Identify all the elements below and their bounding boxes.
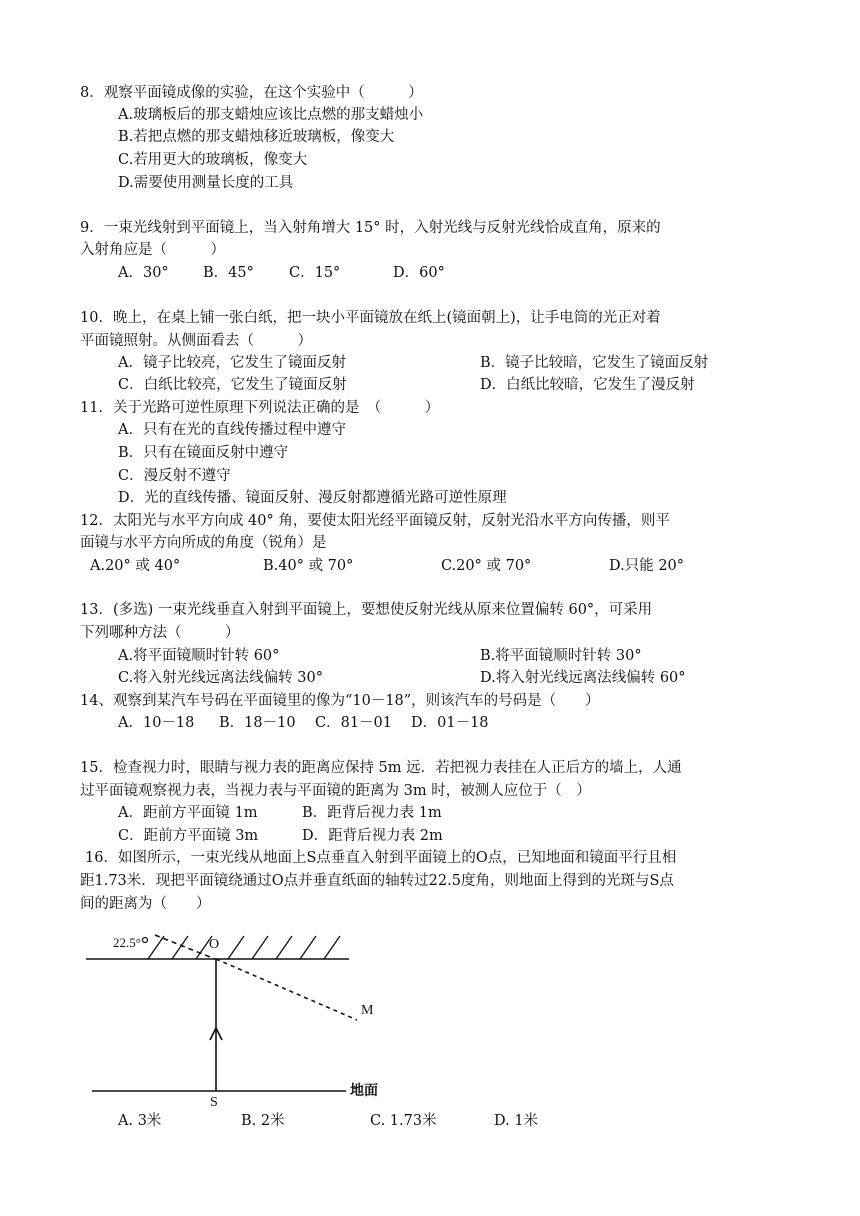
q14-option-b: B．18－10	[219, 715, 296, 731]
mirror-hatching	[148, 936, 340, 959]
q12-option-a: A.20° 或 40°	[90, 558, 181, 574]
q14-stem: 14、观察到某汽车号码在平面镜里的像为“10－18”，则该汽车的号码是（ ）	[80, 693, 600, 709]
figure-ground-label: 地面	[350, 1083, 378, 1099]
figure-point-m: M	[361, 1003, 374, 1018]
q11-option-b: B．只有在镜面反射中遵守	[118, 445, 289, 461]
q12-option-c: C.20° 或 70°	[441, 558, 532, 574]
q15-option-c: C．距前方平面镜 3m	[118, 828, 259, 844]
q13-option-d: D.将入射光线远离法线偏转 60°	[480, 670, 686, 686]
q12-stem-line2: 面镜与水平方向所成的角度（锐角）是	[80, 535, 327, 551]
q16-stem-line3: 间的距离为（ ）	[80, 896, 211, 912]
q13-stem-line2: 下列哪种方法（ ）	[80, 625, 240, 641]
q8-stem: 8．观察平面镜成像的实验，在这个实验中（ ）	[80, 85, 423, 101]
q9-option-c: C．15°	[289, 265, 341, 281]
q14-option-d: D．01－18	[411, 715, 489, 731]
q11-option-c: C．漫反射不遵守	[118, 468, 231, 484]
q10-stem-line2: 平面镜照射。从侧面看去（ ）	[80, 333, 312, 349]
angle-marker	[143, 938, 148, 943]
q9-option-d: D．60°	[393, 265, 445, 281]
q16-stem-line2: 距1.73米．现把平面镜绕通过O点并垂直纸面的轴转过22.5度角，则地面上得到的光斑与S点	[80, 873, 674, 889]
figure-point-o: O	[209, 937, 220, 952]
q16-option-a: A. 3米	[118, 1113, 162, 1129]
q10-option-d: D．白纸比较暗，它发生了漫反射	[480, 377, 695, 393]
figure-angle-label: 22.5°	[113, 935, 141, 950]
q10-option-a: A．镜子比较亮，它发生了镜面反射	[118, 355, 346, 371]
q9-stem-line2: 入射角应是（ ）	[80, 242, 225, 258]
rotated-mirror-line	[155, 935, 215, 959]
q16-option-b: B. 2米	[241, 1113, 285, 1129]
q13-option-c: C.将入射光线远离法线偏转 30°	[118, 670, 323, 686]
q13-option-a: A.将平面镜顺时针转 60°	[118, 648, 280, 664]
q13-stem-line1: 13．(多选) 一束光线垂直入射到平面镜上，要想使反射光线从原来位置偏转 60°，可采用	[80, 602, 653, 618]
q9-option-b: B．45°	[203, 265, 254, 281]
q8-option-b: B.若把点燃的那支蜡烛移近玻璃板，像变大	[118, 129, 395, 145]
q11-option-a: A．只有在光的直线传播过程中遵守	[118, 422, 346, 438]
q12-option-b: B.40° 或 70°	[263, 558, 354, 574]
q14-option-c: C．81－01	[315, 715, 392, 731]
q8-option-c: C.若用更大的玻璃板，像变大	[118, 152, 308, 168]
q15-option-a: A．距前方平面镜 1m	[118, 805, 258, 821]
q12-stem-line1: 12．太阳光与水平方向成 40° 角，要使太阳光经平面镜反射，反射光沿水平方向传播，则平	[80, 513, 670, 529]
q9-stem-line1: 9．一束光线射到平面镜上，当入射角增大 15° 时，入射光线与反射光线恰成直角，原来的	[80, 220, 661, 236]
q10-stem-line1: 10．晚上，在桌上铺一张白纸，把一块小平面镜放在纸上(镜面朝上)，让手电筒的光正对着	[80, 310, 661, 326]
q15-stem-line1: 15．检查视力时，眼睛与视力表的距离应保持 5m 远．若把视力表挂在人正后方的墙上，人通	[80, 760, 682, 776]
figure-point-s: S	[210, 1095, 218, 1110]
q9-option-a: A．30°	[118, 265, 169, 281]
q16-option-d: D. 1米	[494, 1113, 539, 1129]
q11-stem: 11．关于光路可逆性原理下列说法正确的是 （ ）	[80, 400, 440, 416]
q8-option-d: D.需要使用测量长度的工具	[118, 175, 294, 191]
q16-option-c: C. 1.73米	[370, 1113, 437, 1129]
q16-stem-line1: 16．如图所示，一束光线从地面上S点垂直入射到平面镜上的O点，已知地面和镜面平行且相	[85, 850, 677, 866]
q10-option-c: C．白纸比较亮，它发生了镜面反射	[118, 377, 347, 393]
q15-stem-line2: 过平面镜观察视力表，当视力表与平面镜的距离为 3m 时，被测人应位于（ ）	[80, 783, 591, 799]
q10-option-b: B．镜子比较暗，它发生了镜面反射	[480, 355, 709, 371]
q15-option-d: D．距背后视力表 2m	[302, 828, 443, 844]
q13-option-b: B.将平面镜顺时针转 30°	[480, 648, 642, 664]
q8-option-a: A.玻璃板后的那支蜡烛应该比点燃的那支蜡烛小	[118, 107, 424, 123]
q12-option-d: D.只能 20°	[609, 558, 685, 574]
q14-option-a: A．10－18	[118, 715, 195, 731]
q15-option-b: B．距背后视力表 1m	[302, 805, 442, 821]
q11-option-d: D．光的直线传播、镜面反射、漫反射都遵循光路可逆性原理	[118, 490, 507, 506]
reflected-ray	[216, 959, 357, 1020]
